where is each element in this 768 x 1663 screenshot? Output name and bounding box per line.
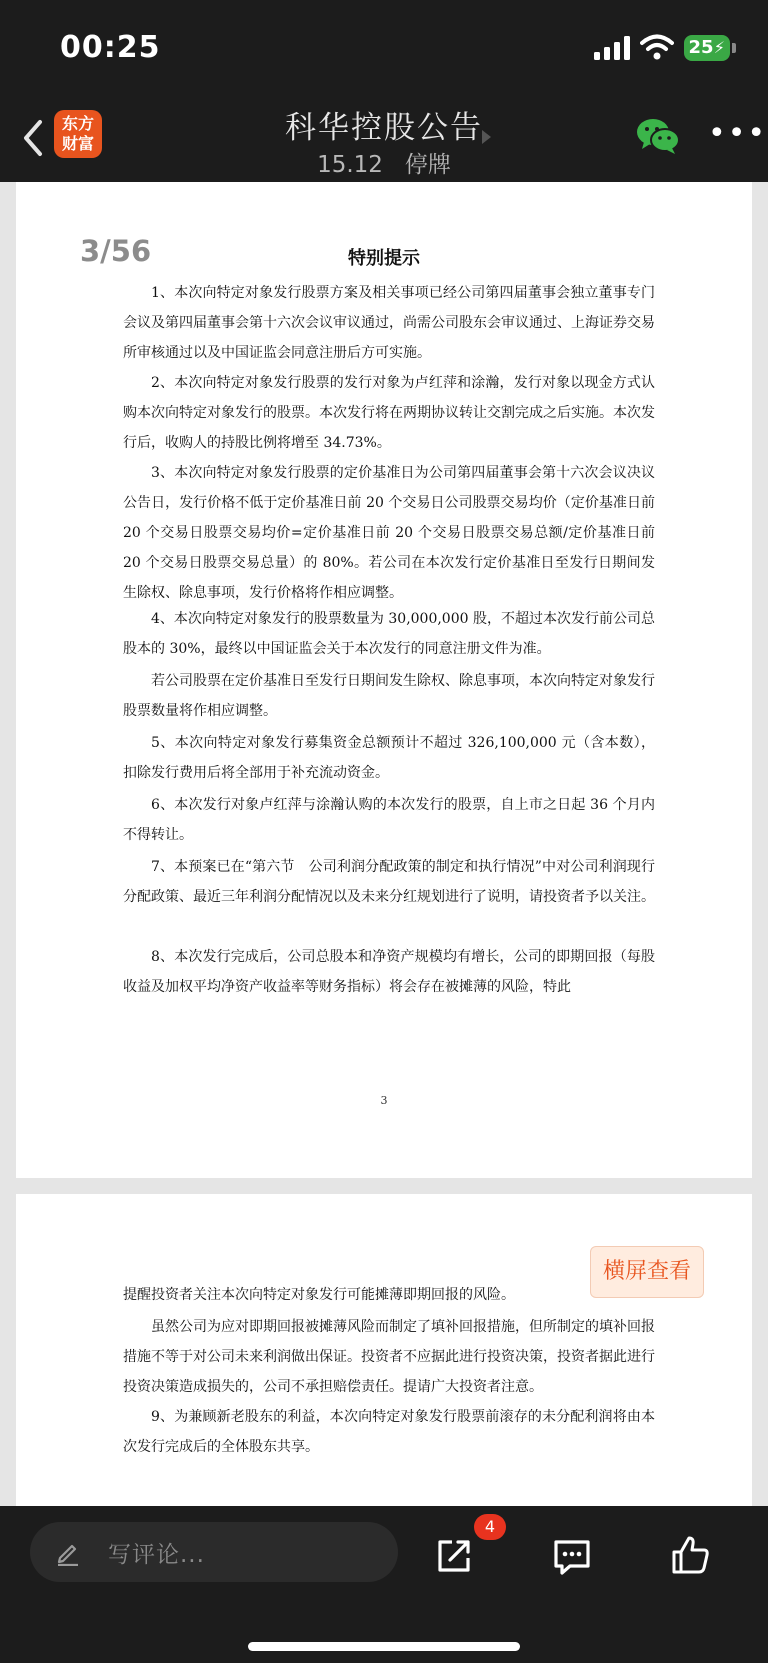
more-options-icon[interactable]: •••: [708, 116, 768, 151]
document-viewer[interactable]: [0, 182, 768, 1506]
battery-cap: [732, 43, 736, 53]
status-time: 00:25: [60, 30, 161, 65]
charging-bolt-icon: ⚡: [713, 38, 725, 57]
paragraph-risk-note: 虽然公司为应对即期回报被摊薄风险而制定了填补回报措施，但所制定的填补回报措施不等于对公司未来利润做出保证。投资者不应据此进行投资决策，投资者据此进行投资决策造成损失的，公司不承担赔偿责任。提请广大投资者注意。: [123, 1319, 655, 1395]
share-count-badge: 4: [474, 1514, 506, 1540]
wechat-icon[interactable]: [636, 116, 680, 156]
signal-icon: [594, 36, 630, 60]
home-indicator: [248, 1642, 520, 1651]
logo-line-1: 东方: [61, 114, 94, 133]
paragraph-7: 7、本预案已在“第六节 公司利润分配政策的制定和执行情况”中对公司利润现行分配政策、最近三年利润分配情况以及未来分红规划进行了说明，请投资者予以关注。: [123, 859, 655, 905]
status-bar: [0, 0, 768, 96]
paragraph-1: 1、本次向特定对象发行股票方案及相关事项已经公司第四届董事会独立董事专门会议及第四届董事会第十六次会议审议通过，尚需公司股东会审议通过、上海证券交易所审核通过以及中国证监会同意注册后方可实施。: [123, 285, 655, 361]
paragraph-5: 5、本次向特定对象发行募集资金总额预计不超过 326,100,000 元（含本数），扣除发行费用后将全部用于补充流动资金。: [123, 735, 655, 781]
paragraph-6: 6、本次发行对象卢红萍与涂瀚认购的本次发行的股票，自上市之日起 36 个月内不得转让。: [123, 797, 655, 843]
paragraph-8-continued: 提醒投资者关注本次向特定对象发行可能摊薄即期回报的风险。: [123, 1287, 515, 1303]
share-icon[interactable]: [434, 1536, 474, 1576]
paragraph-8: 8、本次发行完成后，公司总股本和净资产规模均有增长，公司的即期回报（每股收益及加权平均净资产收益率等财务指标）将会存在被摊薄的风险，特此: [123, 949, 655, 995]
page-number: 3: [380, 1094, 388, 1107]
paragraph-2: 2、本次向特定对象发行股票的发行对象为卢红萍和涂瀚，发行对象以现金方式认购本次向特定对象发行的股票。本次发行将在两期协议转让交割完成之后实施。本次发行后，收购人的持股比例将增至 34.73%。: [123, 375, 655, 451]
paragraph-9: 9、为兼顾新老股东的利益，本次向特定对象发行股票前滚存的未分配利润将由本次发行完成后的全体股东共享。: [123, 1409, 655, 1455]
comment-placeholder: 写评论...: [108, 1542, 205, 1568]
paragraph-4: 4、本次向特定对象发行的股票数量为 30,000,000 股，不超过本次发行前公司总股本的 30%，最终以中国证监会关于本次发行的同意注册文件为准。: [123, 611, 655, 657]
stock-price: 15.12: [317, 152, 383, 178]
play-arrow-icon: [482, 130, 491, 144]
paragraph-4-note: 若公司股票在定价基准日至发行日期间发生除权、除息事项，本次向特定对象发行股票数量将作相应调整。: [123, 673, 655, 719]
document-page-3: [16, 182, 752, 1178]
page-title: 科华控股公告: [285, 110, 483, 146]
document-page-4: [16, 1194, 752, 1506]
comment-input[interactable]: [30, 1522, 398, 1582]
pencil-icon: [54, 1538, 82, 1566]
battery-icon: [684, 35, 730, 61]
section-title: 特别提示: [348, 248, 420, 269]
trading-status: 停牌: [404, 152, 451, 178]
bottom-action-bar: [0, 1506, 768, 1663]
battery-level: 25: [688, 37, 714, 58]
landscape-view-button[interactable]: 横屏查看: [590, 1246, 704, 1298]
thumbs-up-icon[interactable]: [670, 1534, 712, 1576]
logo-line-2: 财富: [61, 134, 94, 153]
wifi-icon: [640, 34, 674, 60]
paragraph-3: 3、本次向特定对象发行股票的定价基准日为公司第四届董事会第十六次会议决议公告日，发行价格不低于定价基准日前 20 个交易日公司股票交易均价（定价基准日前 20 个交易日股票交易均价=定价基准日前 20 个交易日股票交易总额/定价基准日前 20 个交易日股票交易总量）的 80%。若公司在本次发行定价基准日至发行日期间发生除权、除息事项，发行价格将作相应调整。: [123, 465, 655, 601]
comment-bubble-icon[interactable]: [552, 1536, 592, 1576]
page-counter: 3/56: [80, 234, 152, 268]
nav-header: [0, 96, 768, 182]
